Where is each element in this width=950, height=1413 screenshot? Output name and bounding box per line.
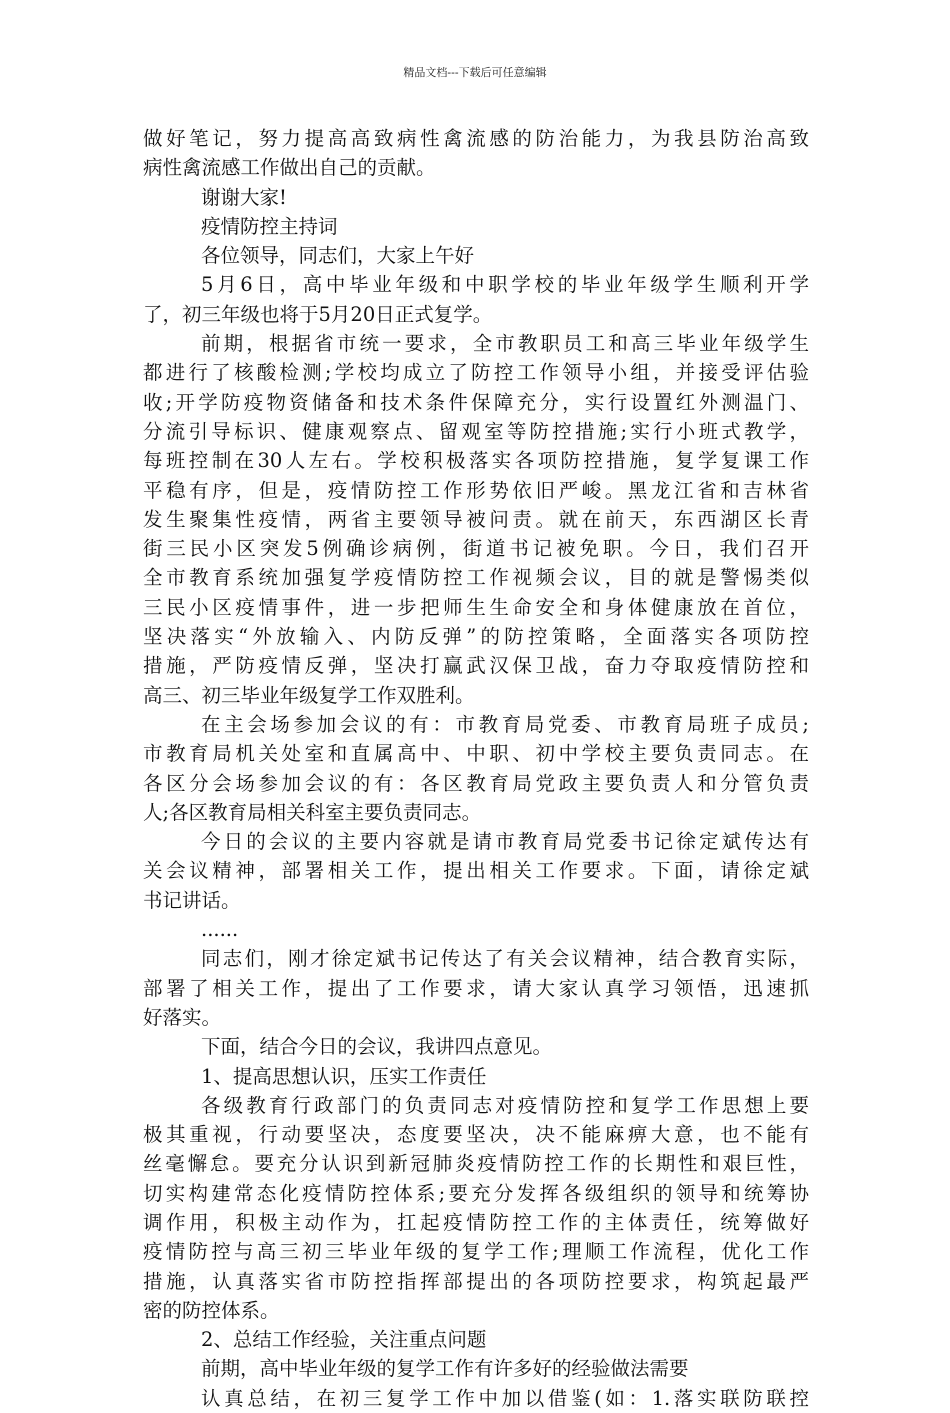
text-line: 2、总结工作经验，关注重点问题 <box>201 1328 487 1352</box>
text-line: 街三民小区突发5例确诊病例，街道书记被免职。今日，我们召开 <box>143 537 809 561</box>
text-line: 每班控制在30人左右。学校积极落实各项防控措施，复学复课工作 <box>143 449 809 473</box>
text-line: 书记讲话。 <box>143 888 241 912</box>
text-line: 前期，根据省市统一要求，全市教职员工和高三毕业年级学生 <box>201 332 809 356</box>
text-line: 认真总结，在初三复学工作中加以借鉴(如：1.落实联防联控 <box>201 1386 809 1410</box>
text-line: 各区分会场参加会议的有：各区教育局党政主要负责人和分管负责 <box>143 771 809 795</box>
text-line: 各位领导，同志们，大家上午好 <box>201 244 475 268</box>
text-line: ...... <box>201 918 239 942</box>
text-line: 极其重视，行动要坚决，态度要坚决，决不能麻痹大意，也不能有 <box>143 1123 809 1147</box>
text-line: 部署了相关工作，提出了工作要求，请大家认真学习领悟，迅速抓 <box>143 976 809 1000</box>
text-line: 谢谢大家! <box>201 185 287 209</box>
text-line: 高三、初三毕业年级复学工作双胜利。 <box>143 683 475 707</box>
text-line: 病性禽流感工作做出自己的贡献。 <box>143 156 436 180</box>
text-line: 丝毫懈怠。要充分认识到新冠肺炎疫情防控工作的长期性和艰巨性， <box>143 1152 809 1176</box>
text-line: 全市教育系统加强复学疫情防控工作视频会议，目的就是警惕类似 <box>143 566 809 590</box>
text-line: 措施，严防疫情反弹，坚决打赢武汉保卫战，奋力夺取疫情防控和 <box>143 654 809 678</box>
text-line: 下面，结合今日的会议，我讲四点意见。 <box>201 1035 553 1059</box>
text-line: 措施，认真落实省市防控指挥部提出的各项防控要求，构筑起最严 <box>143 1269 809 1293</box>
text-line: 今日的会议的主要内容就是请市教育局党委书记徐定斌传达有 <box>201 830 809 854</box>
text-line: 坚决落实“外放输入、内防反弹”的防控策略，全面落实各项防控 <box>143 625 809 649</box>
text-line: 收;开学防疫物资储备和技术条件保障充分，实行设置红外测温门、 <box>143 390 809 414</box>
text-line: 同志们，刚才徐定斌书记传达了有关会议精神，结合教育实际， <box>201 947 809 971</box>
text-line: 平稳有序，但是，疫情防控工作形势依旧严峻。黑龙江省和吉林省 <box>143 478 809 502</box>
text-line: 市教育局机关处室和直属高中、中职、初中学校主要负责同志。在 <box>143 742 809 766</box>
text-line: 都进行了核酸检测;学校均成立了防控工作领导小组，并接受评估验 <box>143 361 809 385</box>
text-line: 分流引导标识、健康观察点、留观室等防控措施;实行小班式教学， <box>143 419 809 443</box>
text-line: 发生聚集性疫情，两省主要领导被问责。就在前天，东西湖区长青 <box>143 507 809 531</box>
text-line: 前期，高中毕业年级的复学工作有许多好的经验做法需要 <box>201 1357 689 1381</box>
text-line: 切实构建常态化疫情防控体系;要充分发挥各级组织的领导和统筹协 <box>143 1181 809 1205</box>
text-line: 1、提高思想认识，压实工作责任 <box>201 1064 487 1088</box>
text-line: 三民小区疫情事件，进一步把师生生命安全和身体健康放在首位， <box>143 595 809 619</box>
text-line: 好落实。 <box>143 1005 222 1029</box>
text-line: 疫情防控主持词 <box>201 214 338 238</box>
text-line: 各级教育行政部门的负责同志对疫情防控和复学工作思想上要 <box>201 1093 809 1117</box>
text-line: 做好笔记，努力提高高致病性禽流感的防治能力，为我县防治高致 <box>143 127 809 150</box>
text-line: 5月6日，高中毕业年级和中职学校的毕业年级学生顺利开学 <box>201 273 809 297</box>
text-line: 密的防控体系。 <box>143 1298 280 1322</box>
text-line: 关会议精神，部署相关工作，提出相关工作要求。下面，请徐定斌 <box>143 859 809 883</box>
text-line: 人;各区教育局相关科室主要负责同志。 <box>143 800 482 824</box>
text-line: 了，初三年级也将于5月20日正式复学。 <box>143 302 493 326</box>
document-body <box>143 124 809 1413</box>
text-line: 疫情防控与高三初三毕业年级的复学工作;理顺工作流程，优化工作 <box>143 1240 809 1264</box>
text-line: 调作用，积极主动作为，扛起疫情防控工作的主体责任，统筹做好 <box>143 1210 809 1234</box>
text-line: 在主会场参加会议的有：市教育局党委、市教育局班子成员; <box>201 712 809 736</box>
page-header: 精品文档---下载后可任意编辑 <box>403 66 547 79</box>
